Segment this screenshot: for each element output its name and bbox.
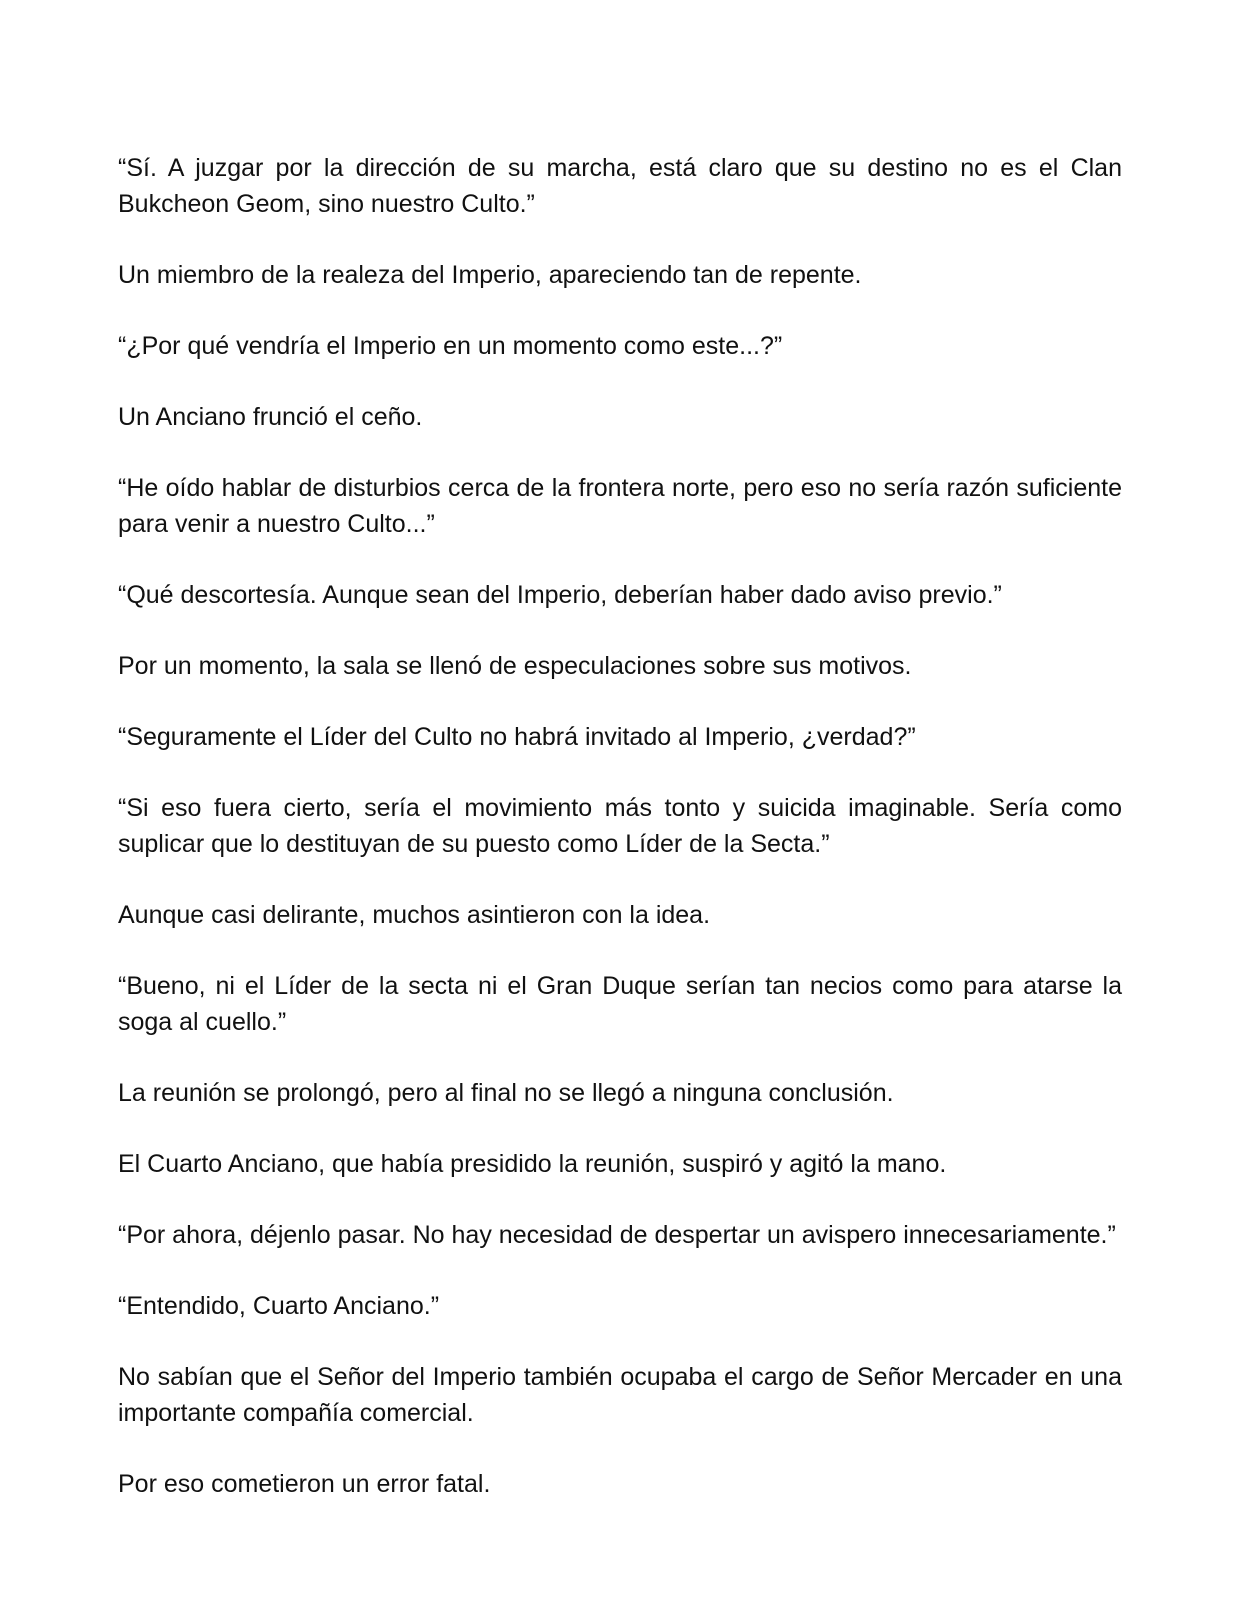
paragraph: Por un momento, la sala se llenó de especulaciones sobre sus motivos. xyxy=(118,652,912,680)
paragraph: Un Anciano frunció el ceño. xyxy=(118,403,423,431)
document-body xyxy=(118,150,1122,1537)
paragraph: “Seguramente el Líder del Culto no habrá invitado al Imperio, ¿verdad?” xyxy=(118,723,916,751)
paragraph: “Bueno, ni el Líder de la secta ni el Gran Duque serían tan necios como para atarse la soga al cuello.” xyxy=(118,972,1122,1036)
paragraph: La reunión se prolongó, pero al final no se llegó a ninguna conclusión. xyxy=(118,1079,894,1107)
paragraph: “¿Por qué vendría el Imperio en un momento como este...?” xyxy=(118,332,783,360)
paragraph: “Sí. A juzgar por la dirección de su marcha, está claro que su destino no es el Clan Bukcheon Geom, sino nuestro Culto.” xyxy=(118,154,1122,218)
paragraph: “Entendido, Cuarto Anciano.” xyxy=(118,1292,440,1320)
paragraph: “Si eso fuera cierto, sería el movimiento más tonto y suicida imaginable. Sería como suplicar que lo destituyan de su puesto como Líder de la Secta.” xyxy=(118,794,1122,858)
paragraph: El Cuarto Anciano, que había presidido la reunión, suspiró y agitó la mano. xyxy=(118,1150,947,1178)
paragraph: “Qué descortesía. Aunque sean del Imperio, deberían haber dado aviso previo.” xyxy=(118,581,1002,609)
paragraph: Aunque casi delirante, muchos asintieron con la idea. xyxy=(118,901,711,929)
paragraph: No sabían que el Señor del Imperio también ocupaba el cargo de Señor Mercader en una importante compañía comercial. xyxy=(118,1363,1122,1427)
paragraph: Por eso cometieron un error fatal. xyxy=(118,1470,491,1498)
paragraph: Un miembro de la realeza del Imperio, apareciendo tan de repente. xyxy=(118,261,862,289)
paragraph: “He oído hablar de disturbios cerca de la frontera norte, pero eso no sería razón suficiente para venir a nuestro Culto...” xyxy=(118,474,1122,538)
paragraph: “Por ahora, déjenlo pasar. No hay necesidad de despertar un avispero innecesariamente.” xyxy=(118,1221,1116,1249)
